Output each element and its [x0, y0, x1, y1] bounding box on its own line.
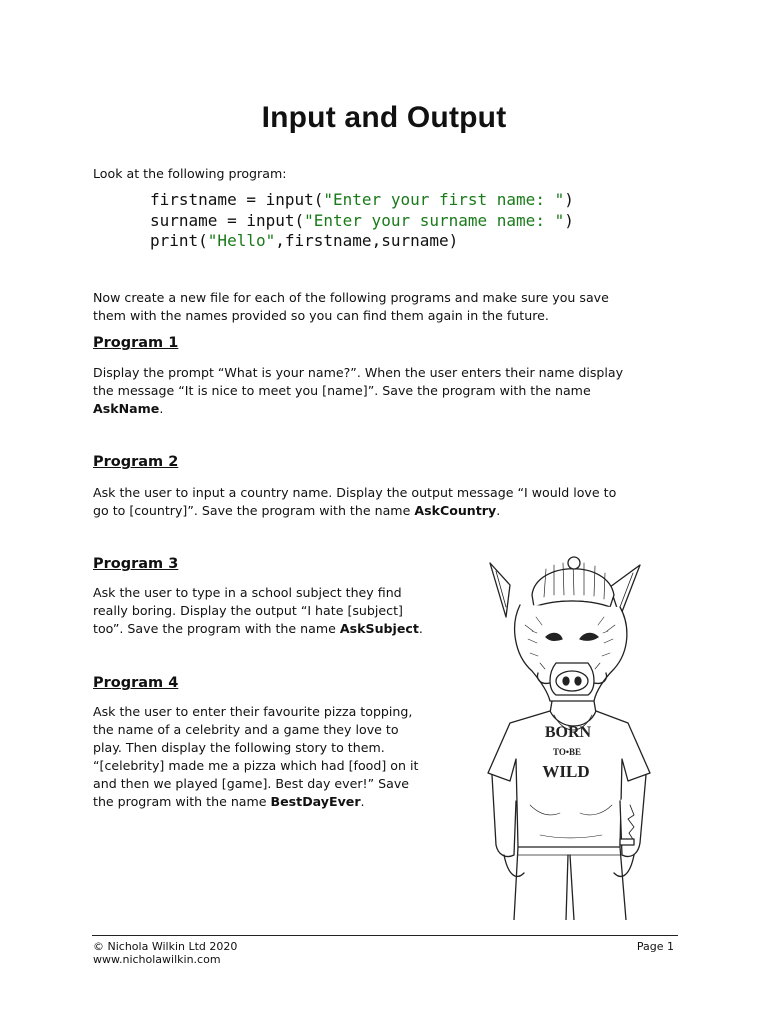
program-4-line-4: “[celebrity] made me a pizza which had [food] on it — [93, 758, 419, 773]
wristwatch — [620, 839, 634, 845]
footer-website: www.nicholawilkin.com — [93, 953, 221, 966]
left-arm — [492, 775, 516, 857]
hands-in-pockets — [504, 855, 634, 876]
program-4-file-name: BestDayEver — [270, 794, 361, 809]
instructions-line-1: Now create a new file for each of the following programs and make sure you save — [93, 290, 609, 305]
intro-text: Look at the following program: — [93, 166, 287, 181]
program-2-heading: Program 2 — [93, 454, 179, 470]
footer-divider — [92, 935, 678, 936]
program-3-line-3: too”. Save the program with the name AskSubject. — [93, 621, 423, 636]
program-4-line-3: play. Then display the following story to them. — [93, 740, 385, 755]
left-ear — [490, 563, 510, 617]
code-block — [150, 190, 574, 252]
program-4-line-1: Ask the user to enter their favourite pizza topping, — [93, 704, 413, 719]
program-1-file-name: AskName — [93, 401, 160, 416]
footer-copyright: © Nichola Wilkin Ltd 2020 — [93, 940, 238, 953]
program-4-line-5: and then we played [game]. Best day ever!” Save — [93, 776, 410, 791]
shirt-text-to-be: TO•BE — [553, 747, 581, 757]
program-1-heading: Program 1 — [93, 335, 179, 351]
program-2-line-1: Ask the user to input a country name. Display the output message “I would love to — [93, 485, 617, 500]
code-line-3: print("Hello",firstname,surname) — [150, 231, 459, 250]
code-line-1: firstname = input("Enter your first name: ") — [150, 190, 574, 209]
program-3-heading: Program 3 — [93, 556, 179, 572]
beanie-pompom — [568, 557, 580, 569]
program-3-line-1: Ask the user to type in a school subject they find — [93, 585, 402, 600]
program-1-line-3: AskName. — [93, 401, 164, 416]
instructions-line-2: them with the names provided so you can find them again in the future. — [93, 308, 549, 323]
shirt-text-wild: WILD — [542, 762, 590, 781]
nose-disc — [556, 671, 588, 691]
footer-page-number: Page 1 — [636, 940, 674, 953]
program-1-line-1: Display the prompt “What is your name?”. When the user enters their name display — [93, 365, 624, 380]
program-4-heading: Program 4 — [93, 675, 179, 691]
program-4-line-2: the name of a celebrity and a game they love to — [93, 722, 399, 737]
code-line-2: surname = input("Enter your surname name: ") — [150, 210, 574, 230]
program-3-file-name: AskSubject — [339, 621, 419, 636]
jeans — [514, 847, 626, 920]
boar-illustration — [470, 555, 670, 920]
program-1-line-2: the message “It is nice to meet you [name]”. Save the program with the name — [93, 383, 591, 398]
program-4-line-6: the program with the name BestDayEver. — [93, 794, 365, 809]
page-title: Input and Output — [261, 101, 507, 134]
shirt-text-born: BORN — [544, 724, 592, 741]
program-2-file-name: AskCountry — [414, 503, 497, 518]
program-2-line-2: go to [country]”. Save the program with the name AskCountry. — [93, 503, 501, 518]
program-3-line-2: really boring. Display the output “I hate [subject] — [93, 603, 403, 618]
